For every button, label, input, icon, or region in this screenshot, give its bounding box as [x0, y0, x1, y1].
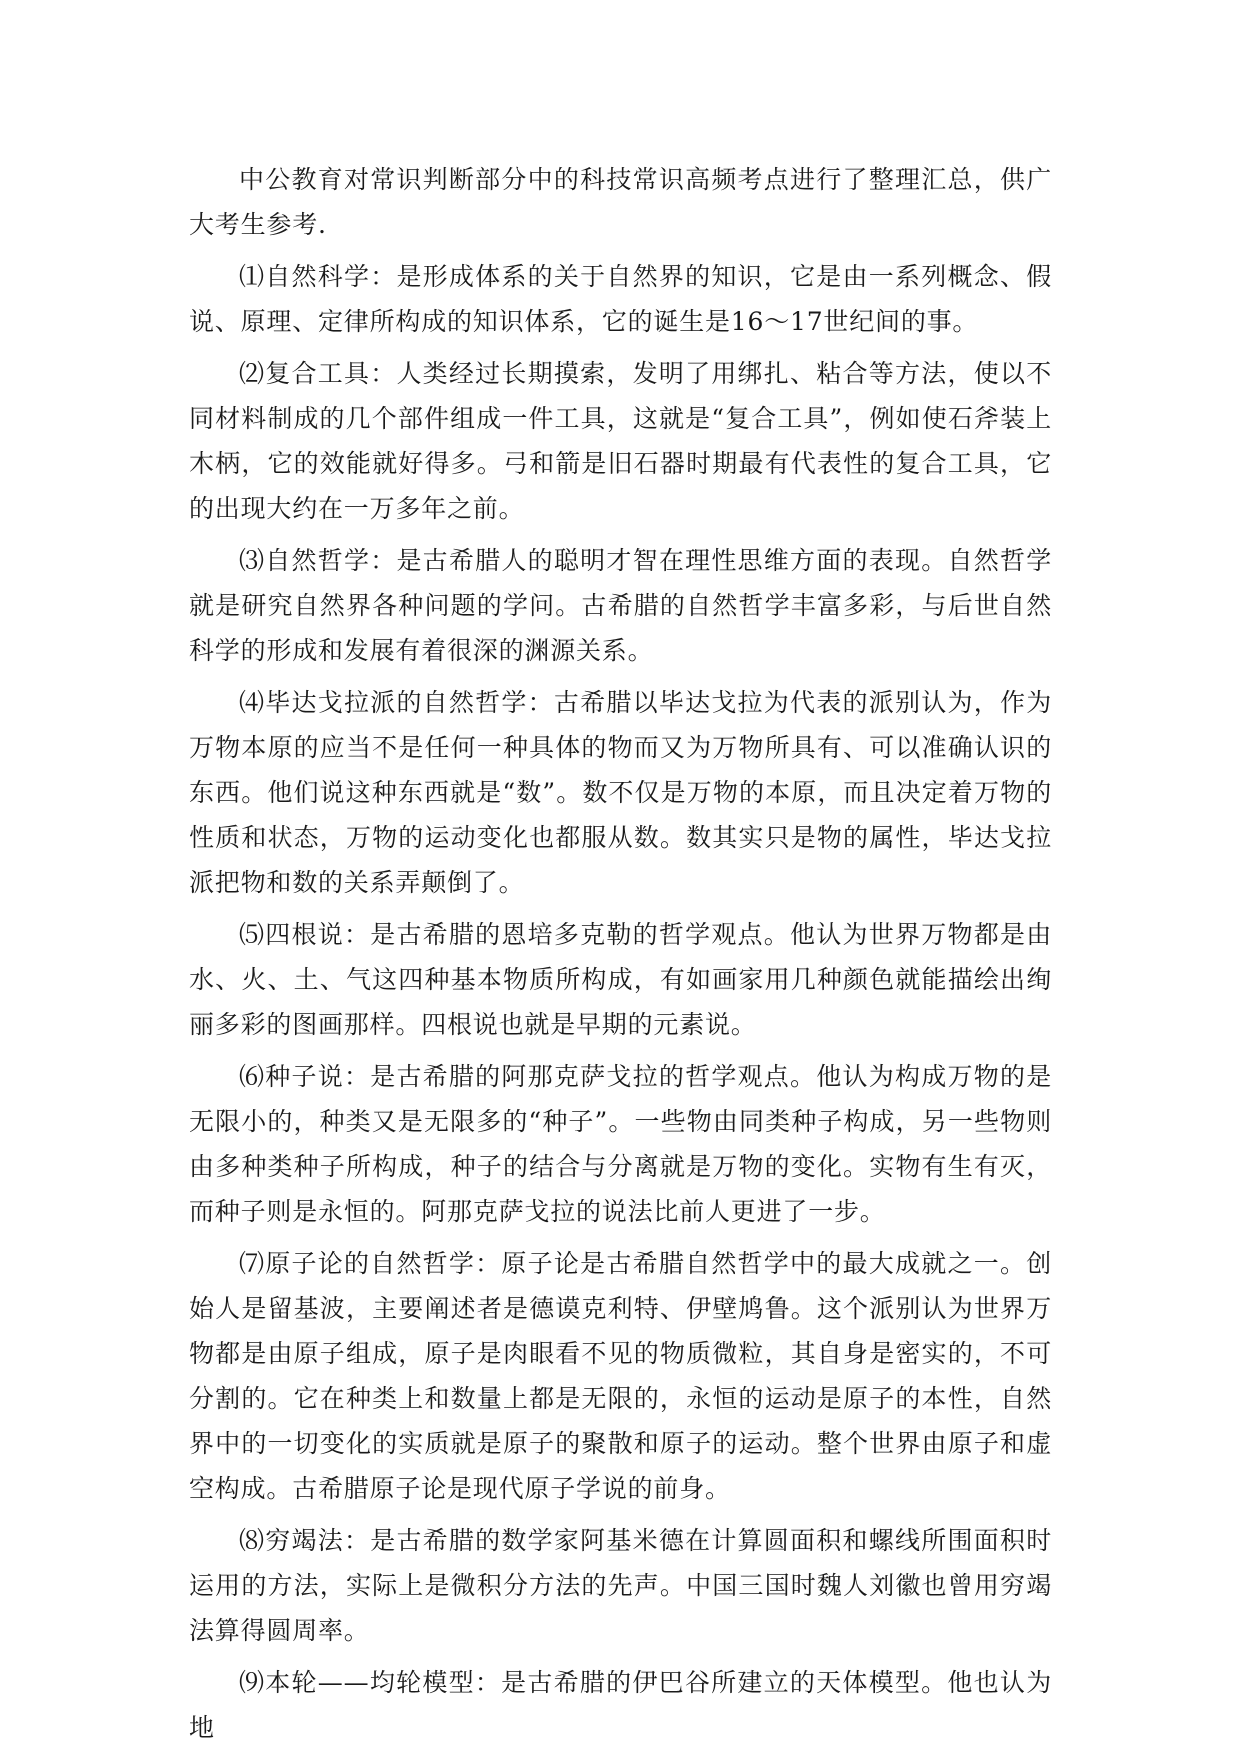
item-4-pythagorean-philosophy: ⑷毕达戈拉派的自然哲学：古希腊以毕达戈拉为代表的派别认为，作为万物本原的应当不是任何一种具体的物而又为万物所具有、可以准确认识的东西。他们说这种东西就是“数”。数不仅是万物的本原，而且决定着万物的性质和状态，万物的运动变化也都服从数。数其实只是物的属性，毕达戈拉派把物和数的关系弄颠倒了。: [189, 688, 1052, 897]
item-5-four-roots: ⑸四根说：是古希腊的恩培多克勒的哲学观点。他认为世界万物都是由水、火、土、气这四种基本物质所构成，有如画家用几种颜色就能描绘出绚丽多彩的图画那样。四根说也就是早期的元素说。: [189, 920, 1052, 1039]
item-8-method-of-exhaustion: ⑻穷竭法：是古希腊的数学家阿基米德在计算圆面积和螺线所围面积时运用的方法，实际上是微积分方法的先声。中国三国时魏人刘徽也曾用穷竭法算得圆周率。: [189, 1526, 1052, 1645]
item-3-natural-philosophy: ⑶自然哲学：是古希腊人的聪明才智在理性思维方面的表现。自然哲学就是研究自然界各种问题的学问。古希腊的自然哲学丰富多彩，与后世自然科学的形成和发展有着很深的渊源关系。: [189, 546, 1052, 665]
item-7-atomism: ⑺原子论的自然哲学：原子论是古希腊自然哲学中的最大成就之一。创始人是留基波，主要阐述者是德谟克利特、伊壁鸠鲁。这个派别认为世界万物都是由原子组成，原子是肉眼看不见的物质微粒，其自身是密实的，不可分割的。它在种类上和数量上都是无限的，永恒的运动是原子的本性，自然界中的一切变化的实质就是原子的聚散和原子的运动。整个世界由原子和虚空构成。古希腊原子论是现代原子学说的前身。: [189, 1249, 1052, 1503]
document-body: [189, 157, 1052, 1757]
item-6-seed-theory: ⑹种子说：是古希腊的阿那克萨戈拉的哲学观点。他认为构成万物的是无限小的，种类又是无限多的“种子”。一些物由同类种子构成，另一些物则由多种类种子所构成，种子的结合与分离就是万物的变化。实物有生有灭，而种子则是永恒的。阿那克萨戈拉的说法比前人更进了一步。: [189, 1062, 1052, 1226]
item-9-epicycle-deferent: ⑼本轮——均轮模型：是古希腊的伊巴谷所建立的天体模型。他也认为地: [189, 1668, 1052, 1742]
item-2-compound-tool: ⑵复合工具：人类经过长期摸索，发明了用绑扎、粘合等方法，使以不同材料制成的几个部件组成一件工具，这就是“复合工具”，例如使石斧装上木柄，它的效能就好得多。弓和箭是旧石器时期最有代表性的复合工具，它的出现大约在一万多年之前。: [189, 359, 1052, 523]
item-1-natural-science: ⑴自然科学：是形成体系的关于自然界的知识，它是由一系列概念、假说、原理、定律所构成的知识体系，它的诞生是16～17世纪间的事。: [189, 262, 1052, 336]
intro-paragraph: 中公教育对常识判断部分中的科技常识高频考点进行了整理汇总，供广大考生参考.: [189, 165, 1052, 239]
